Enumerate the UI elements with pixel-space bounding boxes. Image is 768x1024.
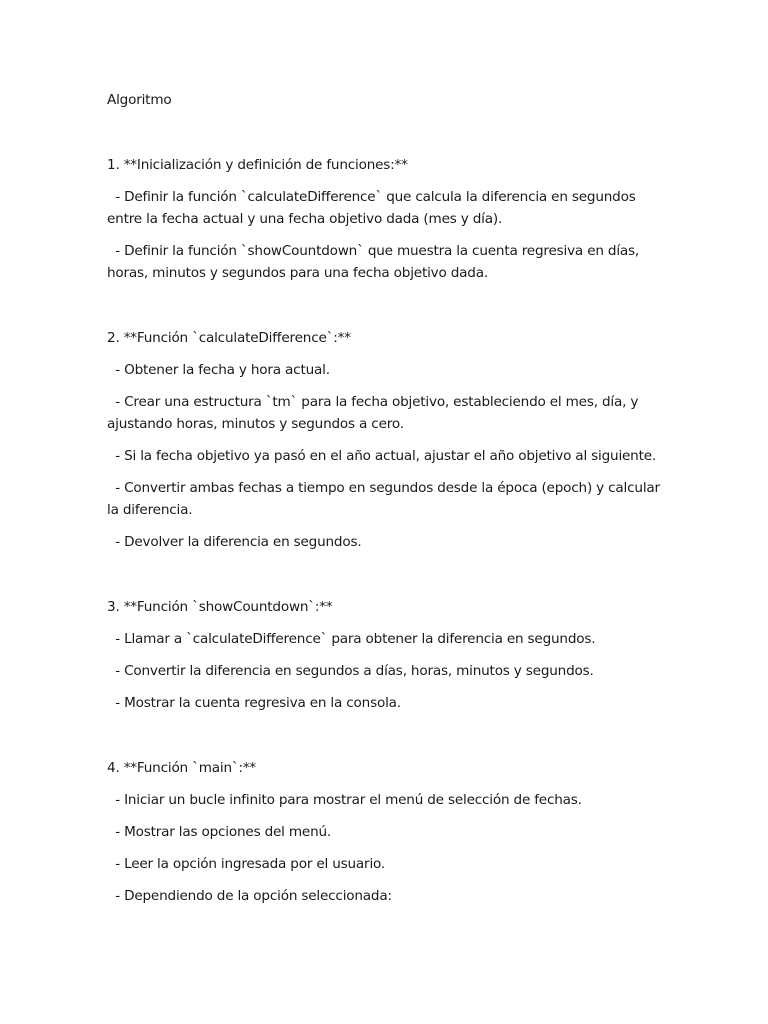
bullet-item: - Mostrar la cuenta regresiva en la consola. xyxy=(107,695,401,711)
section-heading: 3. **Función `showCountdown`:** xyxy=(107,599,333,615)
section-3 xyxy=(107,596,667,714)
section-1 xyxy=(107,154,667,284)
section-4 xyxy=(107,757,667,907)
document-title: Algoritmo xyxy=(107,92,172,108)
bullet-item: - Obtener la fecha y hora actual. xyxy=(107,362,330,378)
document-page xyxy=(107,89,667,950)
section-heading: 2. **Función `calculateDifference`:** xyxy=(107,330,351,346)
section-heading: 1. **Inicialización y definición de funciones:** xyxy=(107,157,408,173)
bullet-item: - Convertir ambas fechas a tiempo en segundos desde la época (epoch) y calcular la diferencia. xyxy=(107,480,665,518)
bullet-item: - Leer la opción ingresada por el usuario. xyxy=(107,856,386,872)
bullet-item: - Si la fecha objetivo ya pasó en el año actual, ajustar el año objetivo al siguiente. xyxy=(107,448,657,464)
section-2 xyxy=(107,327,667,553)
bullet-item: - Crear una estructura `tm` para la fecha objetivo, estableciendo el mes, día, y ajustando horas, minutos y segundos a cero. xyxy=(107,394,643,432)
bullet-item: - Definir la función `showCountdown` que muestra la cuenta regresiva en días, horas, minutos y segundos para una fecha objetivo dada. xyxy=(107,243,644,281)
bullet-item: - Dependiendo de la opción seleccionada: xyxy=(107,888,392,904)
bullet-item: - Devolver la diferencia en segundos. xyxy=(107,534,362,550)
bullet-item: - Llamar a `calculateDifference` para obtener la diferencia en segundos. xyxy=(107,631,596,647)
bullet-item: - Mostrar las opciones del menú. xyxy=(107,824,332,840)
section-heading: 4. **Función `main`:** xyxy=(107,760,257,776)
bullet-item: - Iniciar un bucle infinito para mostrar el menú de selección de fechas. xyxy=(107,792,582,808)
bullet-item: - Convertir la diferencia en segundos a días, horas, minutos y segundos. xyxy=(107,663,594,679)
bullet-item: - Definir la función `calculateDifference` que calcula la diferencia en segundos entre la fecha actual y una fecha objetivo dada (mes y día). xyxy=(107,189,640,227)
